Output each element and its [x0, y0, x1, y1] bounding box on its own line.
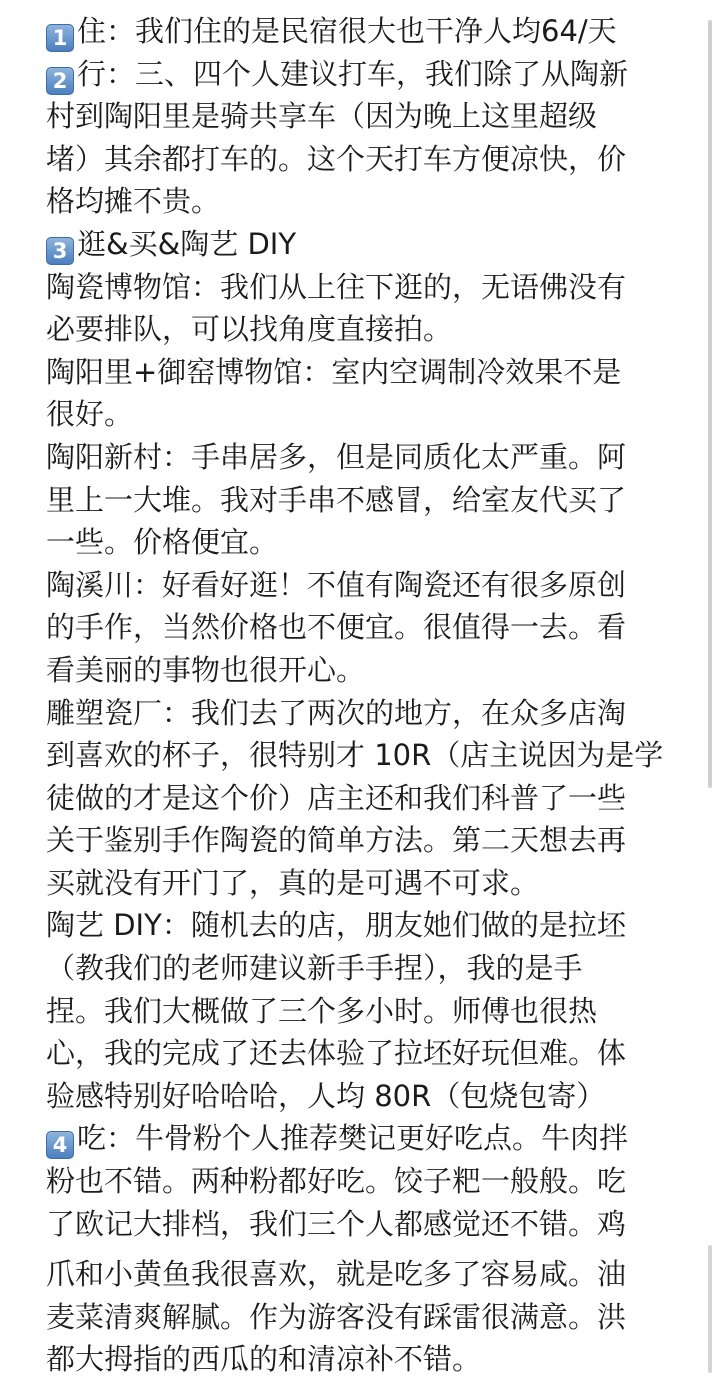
text-line: 堵）其余都打车的。这个天打车方便凉快，价	[46, 141, 627, 176]
text-line: 粉也不错。两种粉都好吃。饺子粑一般般。吃	[46, 1164, 627, 1199]
text-line: 陶阳新村：手串居多，但是同质化太严重。阿	[46, 439, 627, 474]
text-line: 关于鉴别手作陶瓷的简单方法。第二天想去再	[46, 823, 627, 858]
text-line: 徒做的才是这个价）店主还和我们科普了一些	[46, 780, 627, 815]
text-line: 心，我的完成了还去体验了拉坯好玩但难。体	[46, 1036, 627, 1071]
text-line: 了欧记大排档，我们三个人都感觉还不错。鸡	[46, 1206, 627, 1241]
section-3-line	[46, 223, 671, 266]
text-line: 里上一大堆。我对手串不感冒，给室友代买了	[46, 482, 627, 517]
note-body	[46, 10, 671, 1381]
keycap-number-icon: 1	[46, 24, 74, 52]
section-3-heading: 逛&买&陶艺 DIY	[77, 226, 297, 261]
keycap-number-icon: 3	[46, 237, 74, 265]
section-4-text: 吃：牛骨粉个人推荐樊记更好吃点。牛肉拌	[77, 1121, 629, 1156]
text-line: 很好。	[46, 397, 134, 432]
text-line: 陶阳里+御窑博物馆：室内空调制冷效果不是	[46, 354, 622, 389]
section-4-line	[46, 1117, 671, 1160]
keycap-number-icon: 2	[46, 67, 74, 95]
text-line: 陶瓷博物馆：我们从上往下逛的，无语佛没有	[46, 269, 627, 304]
text-line: 的手作，当然价格也不便宜。很值得一去。看	[46, 610, 627, 645]
text-line: 到喜欢的杯子，很特别才 10R（店主说因为是学	[46, 738, 664, 773]
text-line: 捏。我们大概做了三个多小时。师傅也很热	[46, 993, 598, 1028]
text-line: 村到陶阳里是骑共享车（因为晚上这里超级	[46, 99, 598, 134]
text-line: 都大拇指的西瓜的和清凉补不错。	[46, 1342, 482, 1377]
keycap-number-icon: 4	[46, 1131, 74, 1159]
text-line: 格均摊不贵。	[46, 184, 221, 219]
section-2-text: 行：三、四个人建议打车，我们除了从陶新	[77, 56, 629, 91]
text-line: 看美丽的事物也很开心。	[46, 652, 366, 687]
section-1-text: 住：我们住的是民宿很大也干净人均64/天	[77, 14, 617, 48]
text-line: （教我们的老师建议新手手捏），我的是手	[46, 951, 583, 986]
text-line: 雕塑瓷厂：我们去了两次的地方，在众多店淘	[46, 695, 627, 730]
text-line: 验感特别好哈哈哈，人均 80R（包烧包寄）	[46, 1078, 606, 1113]
text-line: 必要排队，可以找角度直接拍。	[46, 312, 453, 347]
text-line: 一些。价格便宜。	[46, 525, 279, 560]
text-line: 买就没有开门了，真的是可遇不可求。	[46, 865, 540, 900]
text-line: 陶溪川：好看好逛！不值有陶瓷还有很多原创	[46, 567, 627, 602]
scrollbar-thumb[interactable]	[708, 20, 712, 788]
section-2-line	[46, 53, 671, 96]
text-line: 陶艺 DIY：随机去的店，朋友她们做的是拉坯	[46, 908, 626, 943]
scrollbar-thumb[interactable]	[708, 1245, 712, 1373]
text-line: 麦菜清爽解腻。作为游客没有踩雷很满意。洪	[46, 1299, 627, 1334]
section-1-line	[46, 10, 671, 53]
text-line: 爪和小黄鱼我很喜欢，就是吃多了容易咸。油	[46, 1257, 627, 1292]
